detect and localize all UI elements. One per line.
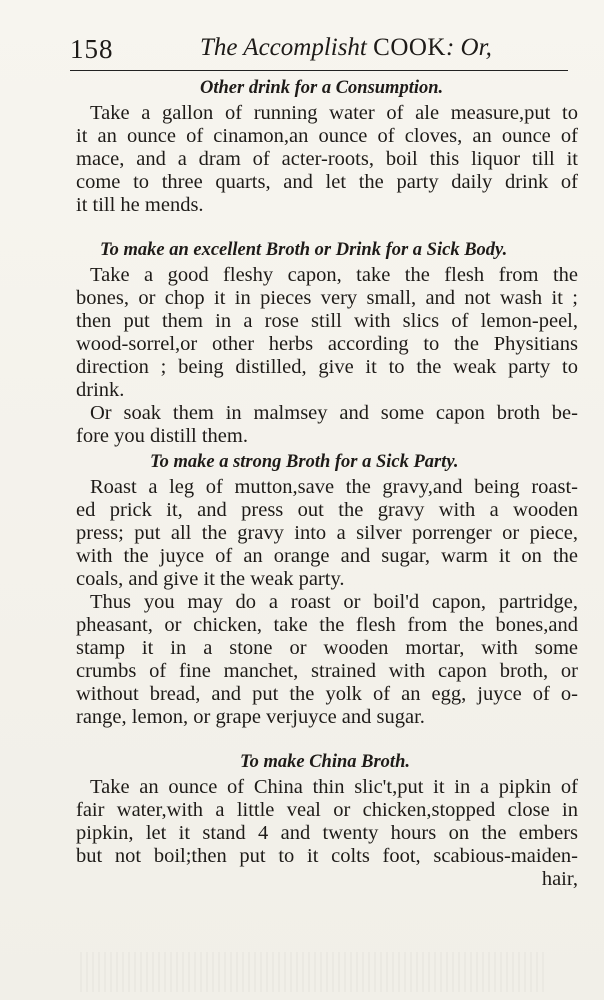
text-line: wood-sorrel,or other herbs according to the Physitians (76, 333, 578, 355)
text-line: Or soak them in malmsey and some capon broth be- (90, 402, 578, 424)
text-line: coals, and give it the weak party. (76, 568, 345, 590)
text-line: range, lemon, or grape verjuyce and sugar. (76, 706, 425, 728)
catchword: hair, (541, 868, 578, 890)
running-title-tail: : Or, (445, 34, 492, 61)
text-line: then put them in a rose still with slics of lemon-peel, (76, 310, 578, 332)
text-line: fore you distill them. (76, 425, 248, 447)
text-line: press; put all the gravy into a silver porrenger or piece, (76, 522, 578, 544)
section-title-consumption: Other drink for a Consumption. (200, 78, 444, 98)
text-line: Thus you may do a roast or boil'd capon, partridge, (90, 591, 578, 613)
text-line: bones, or chop it in pieces very small, and not wash it ; (76, 287, 578, 309)
text-line: without bread, and put the yolk of an egg, juyce of o- (76, 683, 578, 705)
text-line: Take an ounce of China thin slic't,put it in a pipkin of (90, 776, 578, 798)
text-line: stamp it in a stone or wooden mortar, with some (76, 637, 578, 659)
text-line: crumbs of fine manchet, strained with capon broth, or (76, 660, 578, 682)
page-number: 158 (70, 34, 114, 64)
text-line: Take a good fleshy capon, take the flesh from the (90, 264, 578, 286)
text-line: Roast a leg of mutton,save the gravy,and being roast- (90, 476, 578, 498)
text-line: come to three quarts, and let the party daily drink of (76, 171, 578, 193)
text-line: mace, and a dram of acter-roots, boil this liquor till it (76, 148, 578, 170)
text-line: but not boil;then put to it colts foot, scabious-maiden- (76, 845, 578, 867)
running-title (200, 34, 492, 62)
running-title-italic: The Accomplisht (200, 34, 374, 61)
text-line: Take a gallon of running water of ale measure,put to (90, 102, 578, 124)
text-line: drink. (76, 379, 125, 401)
section-title-strong-broth: To make a strong Broth for a Sick Party. (150, 452, 459, 472)
text-line: fair water,with a little veal or chicken,stopped close in (76, 799, 578, 821)
page-header (70, 34, 568, 71)
text-line: ed prick it, and press out the gravy with a wooden (76, 499, 578, 521)
section-title-sick-body: To make an excellent Broth or Drink for a Sick Body. (100, 240, 508, 260)
text-line: it till he mends. (76, 194, 204, 216)
text-line: direction ; being distilled, give it to the weak party to (76, 356, 578, 378)
text-line: pipkin, let it stand 4 and twenty hours on the embers (76, 822, 578, 844)
text-line: pheasant, or chicken, take the flesh from the bones,and (76, 614, 578, 636)
text-line: it an ounce of cinamon,an ounce of cloves, an ounce of (76, 125, 578, 147)
running-title-caps: COOK (373, 34, 446, 61)
section-title-china-broth: To make China Broth. (240, 752, 410, 772)
page-bottom-smudge (80, 952, 544, 992)
text-line: with the juyce of an orange and sugar, warm it on the (76, 545, 578, 567)
